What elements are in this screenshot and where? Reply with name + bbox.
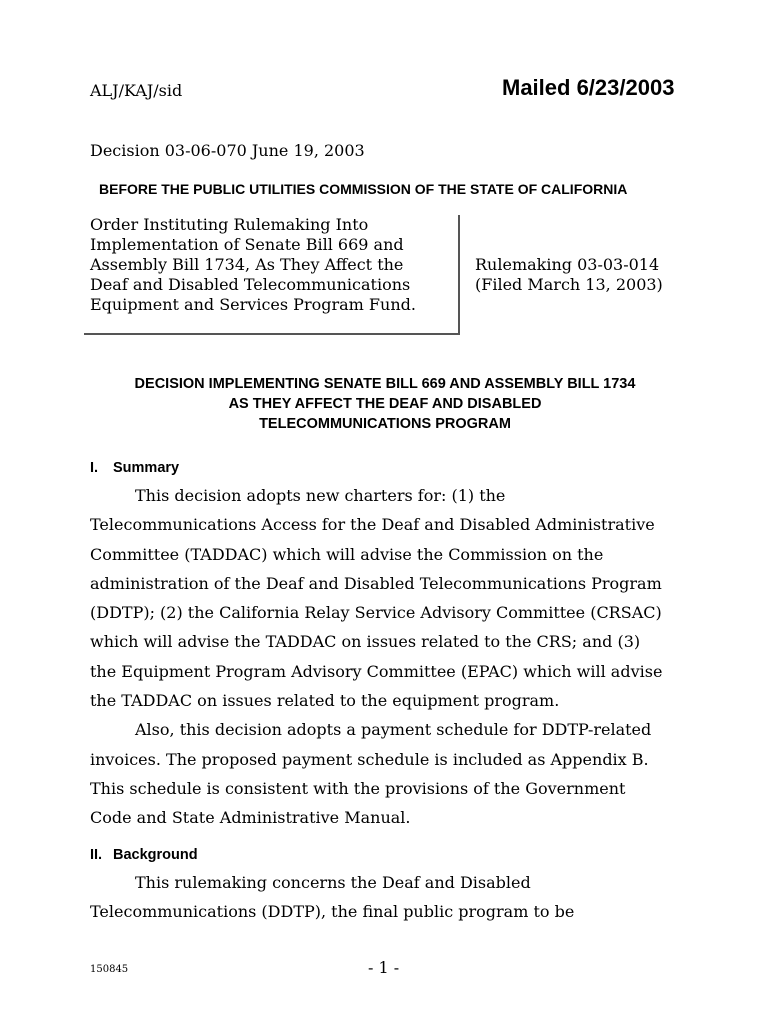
body-line: invoices. The proposed payment schedule is included as Appendix B. [90,749,649,769]
decision-number-date: Decision 03-06-070 June 19, 2003 [90,141,365,160]
caption-line: Equipment and Services Program Fund. [90,295,416,314]
body-line: which will advise the TADDAC on issues related to the CRS; and (3) [90,632,641,652]
title-line: DECISION IMPLEMENTING SENATE BILL 669 AND ASSEMBLY BILL 1734 [134,376,636,392]
body-line: Telecommunications (DDTP), the final public program to be [90,902,575,922]
caption-line: Assembly Bill 1734, As They Affect the [90,255,404,274]
title-line: TELECOMMUNICATIONS PROGRAM [259,416,511,432]
body-line: administration of the Deaf and Disabled Telecommunications Program [90,573,662,593]
docket-initials: ALJ/KAJ/sid [90,81,183,100]
decision-title [0,374,770,434]
caption-line: Deaf and Disabled Telecommunications [90,275,411,294]
body-line: Also, this decision adopts a payment schedule for DDTP-related [135,720,652,740]
title-line: AS THEY AFFECT THE DEAF AND DISABLED [228,396,542,412]
body-line: the TADDAC on issues related to the equipment program. [90,691,560,711]
section-number: I. [90,460,99,476]
section-title: Summary [113,460,180,476]
proceeding-number [475,255,663,295]
caption-line: Implementation of Senate Bill 669 and [90,235,404,254]
body-line: the Equipment Program Advisory Committee (EPAC) which will advise [90,661,663,681]
page-number: - 1 - [368,958,400,977]
footer-code: 150845 [90,964,129,975]
background-body [90,868,574,927]
commission-heading: BEFORE THE PUBLIC UTILITIES COMMISSION OF THE STATE OF CALIFORNIA [99,181,628,197]
caption-line: Order Instituting Rulemaking Into [90,215,369,234]
caption-text [90,215,416,315]
rulemaking-number: Rulemaking 03-03-014 [475,255,660,274]
body-line: Committee (TADDAC) which will advise the Commission on the [90,544,604,564]
section-title: Background [113,847,198,863]
body-line: This decision adopts new charters for: (1) the [135,486,506,505]
summary-body [90,481,662,833]
body-line: Telecommunications Access for the Deaf and Disabled Administrative [90,515,655,535]
section-heading-background [90,847,198,863]
section-number: II. [90,847,103,863]
body-line: (DDTP); (2) the California Relay Service Advisory Committee (CRSAC) [90,603,662,623]
mailed-date: Mailed 6/23/2003 [502,75,675,100]
filed-date: (Filed March 13, 2003) [475,275,663,294]
body-line: Code and State Administrative Manual. [90,808,411,828]
section-heading-summary [90,460,179,476]
body-line: This schedule is consistent with the provisions of the Government [90,778,626,798]
body-line: This rulemaking concerns the Deaf and Disabled [135,873,531,892]
